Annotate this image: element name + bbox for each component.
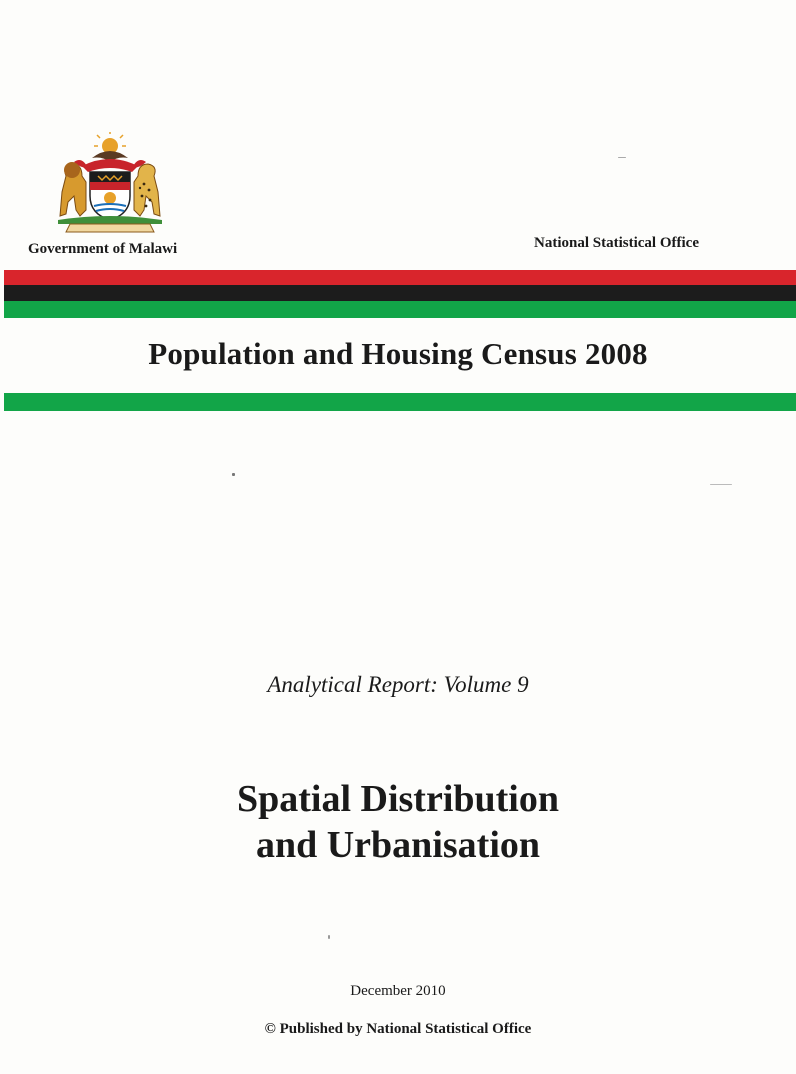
nso-label: National Statistical Office <box>534 235 699 251</box>
flag-stripe-green <box>4 301 796 318</box>
banner-stripe-green <box>4 393 796 411</box>
scan-speck <box>710 484 732 485</box>
scan-speck <box>232 473 235 476</box>
report-title-line-1: Spatial Distribution <box>236 778 560 820</box>
census-title: Population and Housing Census 2008 <box>148 336 648 371</box>
malawi-coat-of-arms-icon <box>52 132 168 236</box>
report-title <box>0 776 796 868</box>
flag-stripe-black <box>4 285 796 301</box>
publication-date: December 2010 <box>350 983 446 999</box>
government-label: Government of Malawi <box>28 241 178 257</box>
scan-speck <box>328 935 330 939</box>
publisher-label: © Published by National Statistical Office <box>264 1021 532 1037</box>
flag-stripe-red <box>4 270 796 285</box>
scan-speck <box>618 157 626 158</box>
report-title-line-2: and Urbanisation <box>255 824 541 866</box>
report-volume: Analytical Report: Volume 9 <box>267 672 529 697</box>
